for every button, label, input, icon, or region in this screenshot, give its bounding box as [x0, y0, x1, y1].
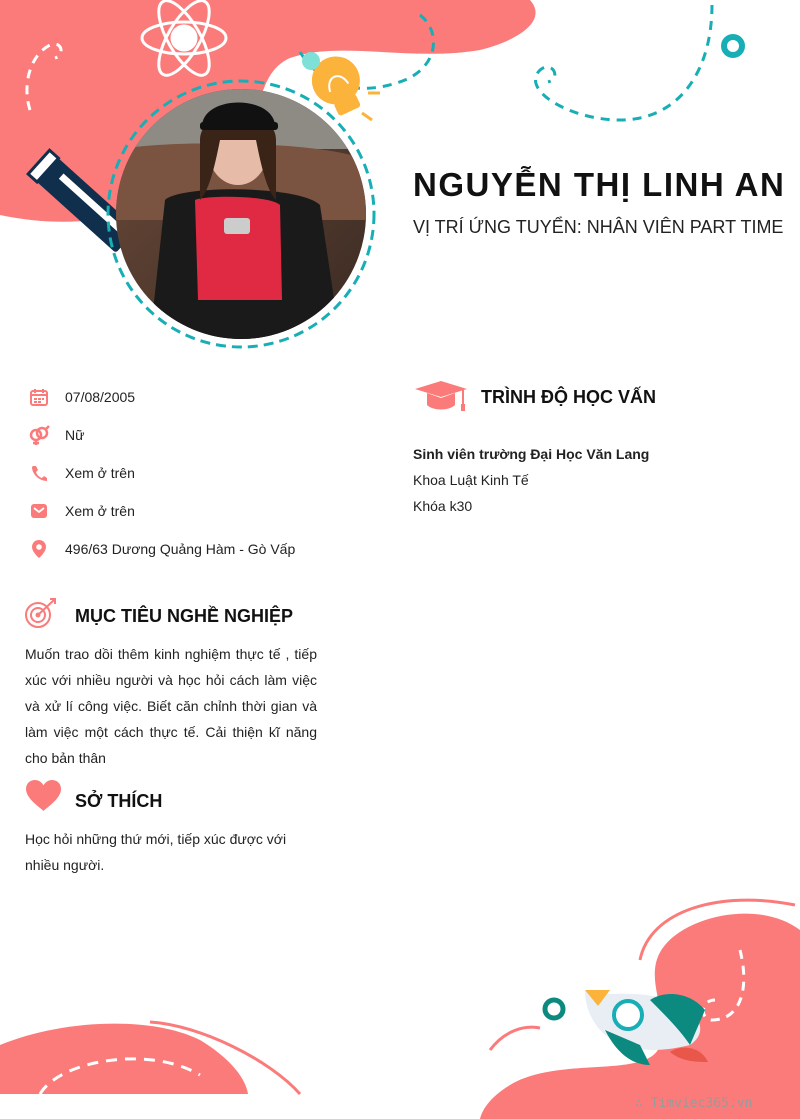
rocket-icon	[585, 990, 708, 1065]
contact-phone-row	[28, 461, 135, 485]
hobbies-title: SỞ THÍCH	[75, 791, 163, 811]
contact-email-row	[28, 499, 135, 523]
birthdate-value: 07/08/2005	[65, 389, 136, 405]
objective-text: Muốn trao dồi thêm kinh nghiệm thực tế , tiếp xúc với nhiều người và học hỏi cách làm việc và xử lí công việc. Biết căn chỉnh thời gian và làm việc một cách thực tế. Cải thiện kĩ năng cho bản thân	[25, 646, 317, 766]
bulb-dot	[302, 52, 320, 70]
phone-icon	[28, 462, 50, 484]
contact-address-row	[28, 537, 295, 561]
education-course: Khóa k30	[413, 498, 473, 514]
candidate-name: NGUYỄN THỊ LINH AN	[413, 166, 786, 203]
hobbies-text: Học hỏi những thứ mới, tiếp xúc được với nhiều người.	[25, 831, 287, 873]
objective-title: MỤC TIÊU NGHỀ NGHIỆP	[75, 606, 294, 626]
contact-gender-row	[28, 423, 84, 447]
education-school: Sinh viên trường Đại Học Văn Lang	[413, 446, 650, 462]
target-icon	[24, 597, 58, 629]
heart-icon	[25, 779, 62, 812]
email-icon	[28, 500, 50, 522]
bottom-right-arc-2	[490, 1027, 540, 1050]
teal-ring	[724, 37, 742, 55]
rocket-ring	[545, 1000, 563, 1018]
calendar-icon	[28, 386, 50, 408]
applied-position: VỊ TRÍ ỨNG TUYỂN: NHÂN VIÊN PART TIME	[413, 217, 784, 237]
contact-birthdate-row	[28, 385, 135, 409]
education-faculty: Khoa Luật Kinh Tế	[413, 472, 529, 488]
dashed-trail-right	[535, 5, 712, 120]
gender-icon	[28, 424, 50, 446]
avatar	[116, 89, 366, 339]
education-title: TRÌNH ĐỘ HỌC VẤN	[481, 387, 656, 407]
gender-value: Nữ	[65, 427, 85, 443]
phone-value: Xem ở trên	[65, 465, 135, 481]
bottom-left-blob	[0, 1024, 248, 1094]
watermark: ∴ Timviec365.vn	[635, 1096, 753, 1111]
email-value: Xem ở trên	[65, 503, 135, 519]
address-value: 496/63 Dương Quảng Hàm - Gò Vấp	[65, 541, 296, 557]
location-pin-icon	[28, 538, 50, 560]
graduation-cap-icon	[413, 379, 469, 415]
